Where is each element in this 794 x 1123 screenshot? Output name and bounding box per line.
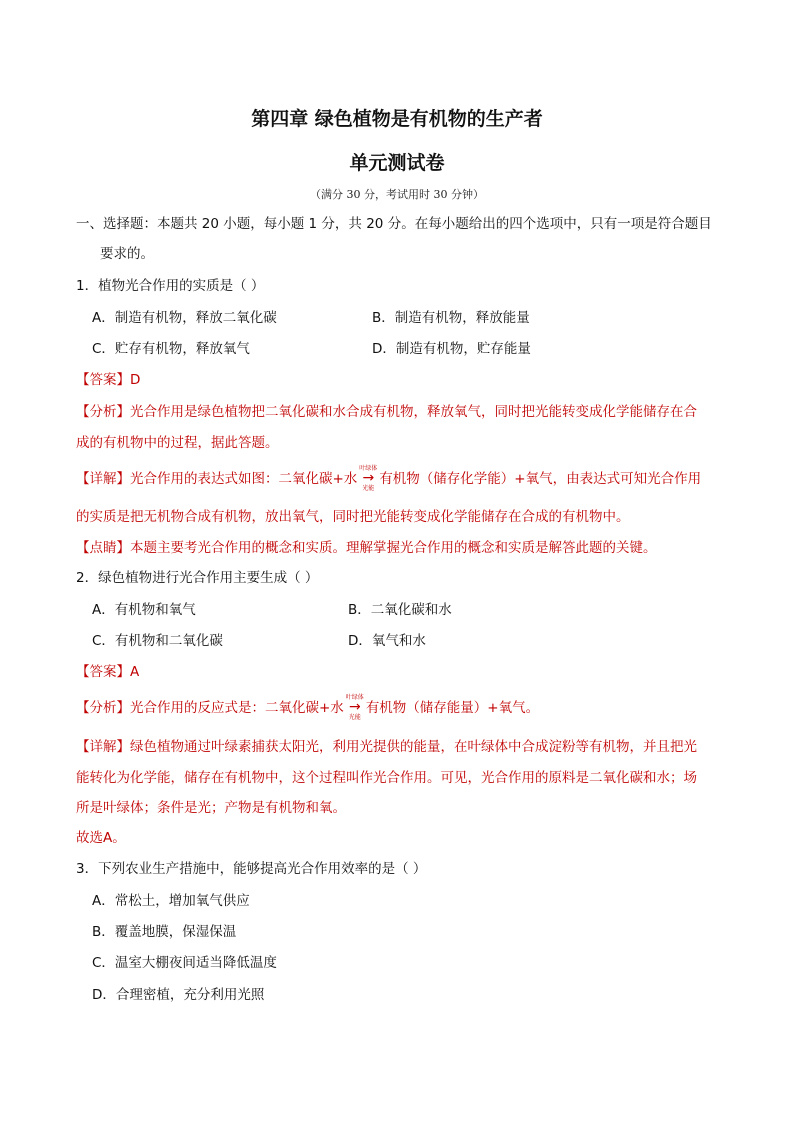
answer-tag: 【答案】	[76, 372, 130, 388]
question-1-option-b: B．制造有机物，释放能量	[372, 310, 530, 326]
arrow-top-label: 叶绿体	[359, 465, 378, 472]
analysis-text-pre: 光合作用的反应式是：二氧化碳+水	[130, 700, 344, 716]
arrow-bottom-label: 光能	[362, 485, 375, 492]
page-subtitle: 单元测试卷	[349, 152, 445, 174]
detail-tag: 【详解】	[76, 471, 130, 487]
question-1-point	[76, 538, 657, 558]
question-3-option-b: B．覆盖地膜，保湿保温	[92, 924, 237, 940]
analysis-text: 光合作用是绿色植物把二氧化碳和水合成有机物，释放氧气，同时把光能转变成化学能储存在合	[130, 404, 697, 420]
analysis-tag: 【分析】	[76, 700, 130, 716]
point-tag: 【点睛】	[76, 540, 130, 556]
question-2-conclusion: 故选A。	[76, 830, 126, 846]
answer-value: A	[130, 664, 140, 680]
detail-tag: 【详解】	[76, 739, 130, 755]
question-2-option-c: C．有机物和二氧化碳	[92, 633, 223, 649]
arrow-top-label: 叶绿体	[345, 694, 364, 701]
question-2-detail-cont-2: 所是叶绿体；条件是光；产物是有机物和氧。	[76, 800, 346, 816]
question-1-option-c: C．贮存有机物，释放氧气	[92, 341, 250, 357]
question-2-option-b: B．二氧化碳和水	[348, 602, 452, 618]
question-1-detail-cont: 的实质是把无机物合成有机物，放出氧气，同时把光能转变成化学能储存在合成的有机物中。	[76, 509, 630, 525]
arrow-bottom-label: 光能	[348, 714, 361, 721]
answer-tag: 【答案】	[76, 664, 130, 680]
question-1-analysis	[76, 402, 697, 422]
page-title: 第四章 绿色植物是有机物的生产者	[251, 108, 543, 130]
detail-text: 绿色植物通过叶绿素捕获太阳光，利用光提供的能量，在叶绿体中合成淀粉等有机物，并且把光	[130, 739, 697, 755]
question-2-detail-cont-1: 能转化为化学能，储存在有机物中，这个过程叫作光合作用。可见，光合作用的原料是二氧化碳和水；场	[76, 770, 697, 786]
exam-note: （满分 30 分，考试用时 30 分钟）	[310, 188, 484, 201]
question-3-option-d: D．合理密植，充分利用光照	[92, 987, 265, 1003]
question-1-analysis-cont: 成的有机物中的过程，据此答题。	[76, 435, 279, 451]
analysis-text-post: 有机物（储存能量）+氧气。	[365, 700, 540, 716]
question-3-option-a: A．常松土，增加氧气供应	[92, 893, 250, 909]
reaction-arrow-icon: 叶绿体 → 光能	[345, 694, 364, 721]
reaction-arrow-icon: 叶绿体 → 光能	[359, 465, 378, 492]
answer-value: D	[130, 372, 141, 388]
detail-text-pre: 光合作用的表达式如图：二氧化碳+水	[130, 471, 358, 487]
analysis-tag: 【分析】	[76, 404, 130, 420]
question-2-detail	[76, 737, 697, 757]
question-2-option-a: A．有机物和氧气	[92, 602, 196, 618]
question-3-option-c: C．温室大棚夜间适当降低温度	[92, 955, 277, 971]
question-1-answer	[76, 370, 140, 390]
question-2-answer	[76, 662, 139, 682]
question-2-option-d: D．氧气和水	[348, 633, 426, 649]
section-instruction-cont: 要求的。	[100, 246, 154, 262]
question-1-stem: 1．植物光合作用的实质是（ ）	[76, 278, 265, 294]
section-instruction: 一、选择题：本题共 20 小题，每小题 1 分，共 20 分。在每小题给出的四个选项中，只有一项是符合题目	[76, 216, 712, 232]
question-1-detail	[76, 465, 702, 492]
detail-text-post: 有机物（储存化学能）+氧气，由表达式可知光合作用	[379, 471, 702, 487]
point-text: 本题主要考光合作用的概念和实质。理解掌握光合作用的概念和实质是解答此题的关键。	[130, 540, 657, 556]
question-1-option-a: A．制造有机物，释放二氧化碳	[92, 310, 277, 326]
question-2-stem: 2．绿色植物进行光合作用主要生成（ ）	[76, 570, 319, 586]
question-1-option-d: D．制造有机物，贮存能量	[372, 341, 531, 357]
question-3-stem: 3．下列农业生产措施中，能够提高光合作用效率的是（ ）	[76, 861, 427, 877]
question-2-analysis	[76, 694, 540, 721]
